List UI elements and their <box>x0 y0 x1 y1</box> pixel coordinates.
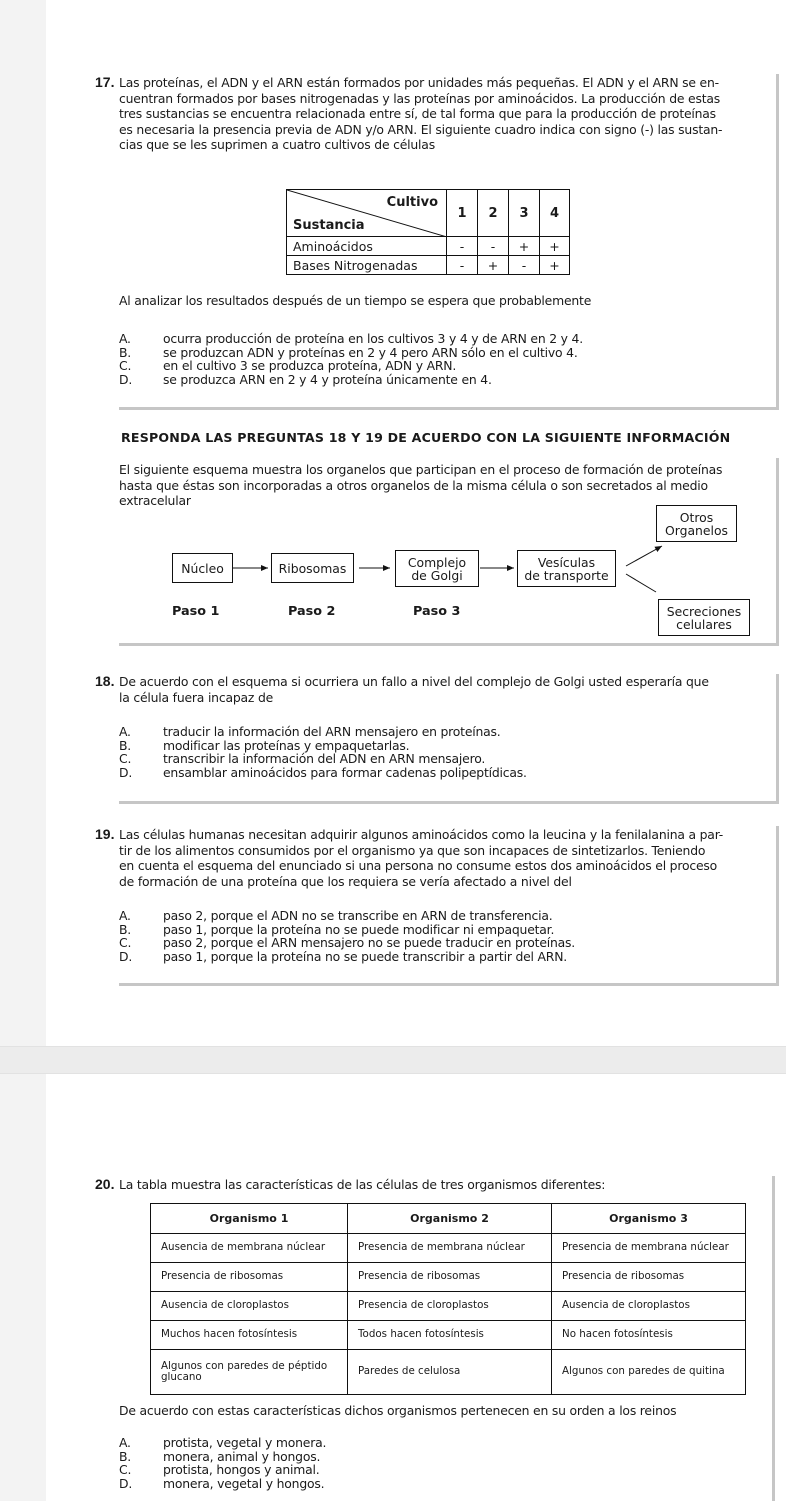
question-18-line: De acuerdo con el esquema si ocurriera un fallo a nivel del complejo de Golgi usted esperaría que <box>119 674 709 689</box>
option-text: ocurra producción de proteína en los cultivos 3 y 4 y de ARN en 2 y 4. <box>163 331 583 346</box>
question-19-line: en cuenta el esquema del enunciado si una persona no consume estos dos aminoácidos el proceso <box>119 858 718 874</box>
option-letter: C. <box>119 358 132 374</box>
section-intro-line: extracelular <box>119 493 191 509</box>
golgi-label-line1: Complejo <box>407 554 467 570</box>
table-cell: Ausencia de cloroplastos <box>552 1292 746 1321</box>
question-20-options <box>119 1436 326 1490</box>
option-c[interactable] <box>119 752 527 766</box>
question-20-intro: La tabla muestra las características de las células de tres organismos diferentes: <box>119 1177 606 1192</box>
option-text: ensamblar aminoácidos para formar cadenas polipeptídicas. <box>163 764 527 780</box>
question-18-underline <box>119 801 779 804</box>
option-letter: B. <box>119 921 132 937</box>
step-1-label: Paso 1 <box>172 604 220 619</box>
substance-row-header: Sustancia <box>293 218 365 233</box>
culture-column-2: 2 <box>478 190 509 237</box>
other-organelles-line2: Organelos <box>664 522 729 538</box>
question-17-number: 17. <box>95 74 115 90</box>
question-17-line: tres sustancias se encuentra relacionada entre sí, de tal forma que para la producción de proteínas <box>119 106 716 122</box>
culture-column-header: Cultivo <box>386 195 438 210</box>
table-cell: Presencia de ribosomas <box>151 1263 348 1292</box>
table-cell: No hacen fotosíntesis <box>552 1321 746 1350</box>
table-row <box>151 1321 746 1350</box>
table-cell: - <box>447 237 478 256</box>
option-letter: D. <box>119 1475 133 1491</box>
question-19-number: 19. <box>95 826 115 842</box>
question-17-stem: Al analizar los resultados después de un tiempo se espera que probablemente <box>119 293 592 308</box>
option-text: traducir la información del ARN mensajero en proteínas. <box>163 724 501 739</box>
question-19-line: Las células humanas necesitan adquirir algunos aminoácidos como la leucina y la fenilalanina a par- <box>119 827 724 842</box>
section-intro-line: El siguiente esquema muestra los organelos que participan en el proceso de formación de proteínas <box>119 462 723 477</box>
option-d[interactable] <box>119 950 575 964</box>
section-rail <box>776 458 779 646</box>
cell-secretions-line1: Secreciones <box>666 603 742 619</box>
ribosomes-label: Ribosomas <box>278 560 347 576</box>
golgi-label-line2: de Golgi <box>411 567 463 583</box>
table-cell: - <box>509 256 540 275</box>
option-letter: A. <box>119 1435 131 1450</box>
section-underline <box>119 643 779 646</box>
question-17-line: es necesaria la presencia previa de ADN y/o ARN. El siguiente cuadro indica con signo (-) las sustan- <box>119 121 723 137</box>
option-a[interactable] <box>119 725 527 739</box>
table-cell: - <box>447 256 478 275</box>
table-cell: - <box>478 237 509 256</box>
section-title: RESPONDA LAS PREGUNTAS 18 Y 19 DE ACUERDO CON LA SIGUIENTE INFORMACIÓN <box>121 430 731 445</box>
question-20-number: 20. <box>95 1176 115 1192</box>
table-row <box>151 1263 746 1292</box>
organism-2-header: Organismo 2 <box>348 1204 552 1234</box>
table-cell: Presencia de cloroplastos <box>348 1292 552 1321</box>
other-organelles-line1: Otros <box>679 509 714 525</box>
question-17-line: cuentran formados por bases nitrogenadas y las proteínas por aminoácidos. La producción de estas <box>119 90 721 106</box>
table-row <box>151 1350 746 1395</box>
table-row <box>151 1234 746 1263</box>
section-intro-line: hasta que éstas son incorporadas a otros organelos de la misma célula o son secretados al medio <box>119 477 708 493</box>
option-text: paso 2, porque el ARN mensajero no se puede traducir en proteínas. <box>163 935 576 951</box>
option-text: en el cultivo 3 se produzca proteína, ADN y ARN. <box>163 358 457 374</box>
table-cell: Algunos con paredes de quitina <box>552 1350 746 1395</box>
step-3-label: Paso 3 <box>413 604 461 619</box>
culture-column-1: 1 <box>447 190 478 237</box>
table-cell: + <box>540 256 570 275</box>
diagram-arrows <box>0 0 786 660</box>
organism-3-header: Organismo 3 <box>552 1204 746 1234</box>
question-18-line: la célula fuera incapaz de <box>119 689 274 705</box>
question-19-options <box>119 909 575 963</box>
table-cell: + <box>509 237 540 256</box>
option-a[interactable] <box>119 909 575 923</box>
nucleus-box <box>172 553 233 583</box>
table-cell: Paredes de celulosa <box>348 1350 552 1395</box>
option-text: protista, hongos y animal. <box>163 1462 320 1478</box>
option-letter: B. <box>119 737 132 753</box>
table-cell: + <box>540 237 570 256</box>
option-d[interactable] <box>119 766 527 780</box>
option-letter: D. <box>119 371 133 387</box>
option-text: monera, animal y hongos. <box>163 1448 321 1464</box>
organisms-table <box>150 1203 746 1395</box>
table-cell: Ausencia de cloroplastos <box>151 1292 348 1321</box>
question-18-text <box>119 674 779 705</box>
option-d[interactable] <box>119 1477 326 1491</box>
culture-column-3: 3 <box>509 190 540 237</box>
other-organelles-box <box>656 505 737 542</box>
question-18-number: 18. <box>95 673 115 689</box>
table-cell: Todos hacen fotosíntesis <box>348 1321 552 1350</box>
organism-1-header: Organismo 1 <box>151 1204 348 1234</box>
table-cell: Ausencia de membrana núclear <box>151 1234 348 1263</box>
question-17-line: cias que se les suprimen a cuatro cultivos de células <box>119 137 435 153</box>
option-text: se produzcan ADN y proteínas en 2 y 4 pero ARN sólo en el cultivo 4. <box>163 344 578 360</box>
row-label: Bases Nitrogenadas <box>287 256 447 275</box>
option-letter: C. <box>119 935 132 951</box>
question-19-line: tir de los alimentos consumidos por el organismo ya que son incapaces de sintetizarlos. Teniendo <box>119 842 706 858</box>
option-letter: D. <box>119 948 133 964</box>
option-letter: B. <box>119 1448 132 1464</box>
option-c[interactable] <box>119 936 575 950</box>
row-label: Aminoácidos <box>287 237 447 256</box>
cell-secretions-line2: celulares <box>676 616 732 632</box>
table-cell: + <box>478 256 509 275</box>
page-separator <box>0 1046 786 1074</box>
vesicles-label-line1: Vesículas <box>537 554 596 570</box>
option-letter: B. <box>119 344 132 360</box>
question-19-underline <box>119 983 779 986</box>
nucleus-label: Núcleo <box>181 560 224 576</box>
option-letter: D. <box>119 764 133 780</box>
option-text: protista, vegetal y monera. <box>163 1435 327 1450</box>
golgi-box <box>395 550 479 587</box>
option-text: monera, vegetal y hongos. <box>163 1475 325 1491</box>
option-a[interactable] <box>119 1436 326 1450</box>
question-18-rail <box>776 674 779 804</box>
option-text: paso 1, porque la proteína no se puede transcribir a partir del ARN. <box>163 948 568 964</box>
option-b[interactable] <box>119 1450 326 1464</box>
option-text: modificar las proteínas y empaquetarlas. <box>163 737 410 753</box>
table-row <box>151 1292 746 1321</box>
option-text: paso 2, porque el ADN no se transcribe en ARN de transferencia. <box>163 908 553 923</box>
table-cell: Presencia de ribosomas <box>348 1263 552 1292</box>
option-b[interactable] <box>119 739 527 753</box>
question-17-line: Las proteínas, el ADN y el ARN están formados por unidades más pequeñas. El ADN y el ARN se en- <box>119 75 719 90</box>
question-19-text <box>119 827 779 889</box>
option-text: transcribir la información del ADN en ARN mensajero. <box>163 751 486 767</box>
table-cell: Presencia de membrana núclear <box>552 1234 746 1263</box>
step-2-label: Paso 2 <box>288 604 336 619</box>
vesicles-label-line2: de transporte <box>524 567 609 583</box>
question-20-stem: De acuerdo con estas características dichos organismos pertenecen en su orden a los reinos <box>119 1403 677 1418</box>
option-text: se produzca ARN en 2 y 4 y proteína únicamente en 4. <box>163 371 492 387</box>
cell-secretions-box <box>658 599 750 636</box>
question-19-rail <box>776 826 779 986</box>
question-18-options <box>119 725 527 779</box>
option-letter: C. <box>119 751 132 767</box>
table-cell: Presencia de membrana núclear <box>348 1234 552 1263</box>
option-letter: A. <box>119 908 131 923</box>
option-text: paso 1, porque la proteína no se puede modificar ni empaquetar. <box>163 921 555 937</box>
culture-column-4: 4 <box>540 190 570 237</box>
option-b[interactable] <box>119 923 575 937</box>
option-letter: A. <box>119 331 131 346</box>
question-20-rail <box>772 1176 775 1501</box>
option-c[interactable] <box>119 1463 326 1477</box>
question-19-line: de formación de una proteína que los requiera se vería afectado a nivel del <box>119 873 572 889</box>
option-letter: C. <box>119 1462 132 1478</box>
ribosomes-box <box>271 553 354 583</box>
table-cell: Presencia de ribosomas <box>552 1263 746 1292</box>
table-cell: Algunos con paredes de péptido glucano <box>151 1350 348 1395</box>
vesicles-box <box>517 550 616 587</box>
option-letter: A. <box>119 724 131 739</box>
table-cell: Muchos hacen fotosíntesis <box>151 1321 348 1350</box>
